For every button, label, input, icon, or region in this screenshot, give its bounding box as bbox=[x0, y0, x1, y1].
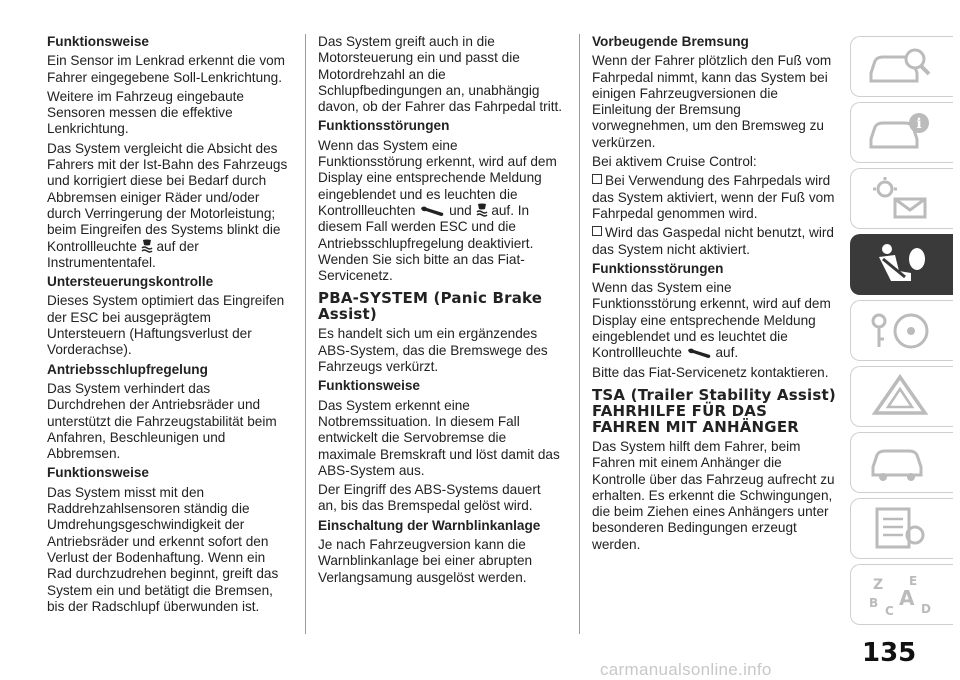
lights-message-icon bbox=[865, 175, 935, 221]
heading-antriebsschlupfregelung: Antriebsschlupfregelung bbox=[47, 361, 208, 377]
car-service-icon bbox=[865, 439, 935, 485]
paragraph: Es handelt sich um ein ergänzendes ABS-System, das die Bremswege des Fahrzeugs verkürzt. bbox=[318, 326, 548, 375]
tab-maintenance[interactable] bbox=[850, 432, 953, 493]
list-item bbox=[592, 225, 837, 258]
warning-triangle-icon bbox=[865, 373, 935, 419]
paragraph-text: Das System vergleicht die Absicht des Fahrers mit der Ist-Bahn des Fahrzeugs und korrigiert diese bei Bedarf durch Abbremsen einiger Räder und/oder durch Verringerung der Motorleistung; beim Eingreifen des Systems blinkt die Kontrollleuchte bbox=[47, 140, 288, 254]
column-divider bbox=[305, 34, 306, 634]
seat-airbag-icon bbox=[865, 241, 935, 287]
tab-car-info[interactable] bbox=[850, 102, 953, 163]
heading-funktionsstoerungen: Funktionsstörungen bbox=[318, 118, 450, 134]
footer-watermark: carmanualsonline.info bbox=[600, 660, 772, 679]
paragraph: Bei aktivem Cruise Control: bbox=[592, 154, 757, 170]
paragraph-text: Wenn das System eine Funktionsstörung erkennt, wird auf dem Display eine entsprechende Meldung eingeblendet und es leuchten die Kontrollleuchten bbox=[318, 137, 557, 218]
heading-pba-system: PBA-SYSTEM (Panic Brake Assist) bbox=[318, 289, 543, 324]
tab-technical-data[interactable] bbox=[850, 498, 953, 559]
svg-text:B: B bbox=[869, 596, 879, 610]
heading-tsa: TSA (Trailer Stability Assist) FAHRHILFE FÜR DAS FAHREN MIT ANHÄNGER bbox=[592, 385, 836, 436]
esc-warning-icon bbox=[141, 239, 153, 253]
heading-funktionsstoerungen: Funktionsstörungen bbox=[592, 260, 724, 276]
paragraph-text: auf. bbox=[715, 345, 739, 361]
tab-car-search[interactable] bbox=[850, 36, 953, 97]
svg-text:i: i bbox=[916, 116, 922, 132]
column-divider bbox=[579, 34, 580, 634]
paragraph-text: auf der Instrumententafel. bbox=[47, 238, 199, 270]
paragraph: Wenn der Fahrer plötzlich den Fuß vom Fahrpedal nimmt, kann das System bei einigen Fahrzeugversionen die Einleitung der Bremsung vorwegnehmen, um den Bremsweg zu verkürzen. bbox=[592, 53, 832, 150]
column-2 bbox=[318, 34, 563, 589]
paragraph: Das System greift auch in die Motorsteuerung ein und passt die Motordrehzahl an die Schlupfbedingungen an, unabhängig davon, ob der Fahrer das Fahrpedal tritt. bbox=[318, 34, 563, 115]
paragraph bbox=[318, 138, 563, 285]
column-3 bbox=[592, 34, 837, 556]
paragraph: Der Eingriff des ABS-Systems dauert an, bis das Bremspedal gelöst wird. bbox=[318, 482, 541, 514]
tab-safety[interactable] bbox=[850, 234, 953, 295]
svg-text:Z: Z bbox=[873, 577, 884, 593]
svg-text:C: C bbox=[885, 604, 894, 617]
paragraph-text: auf. In diesem Fall werden ESC und die Antriebsschlupfregelung deaktiviert. Wenden Sie sich bitte an das Fiat-Servicenetz. bbox=[318, 202, 534, 284]
esc-warning-icon bbox=[476, 203, 488, 217]
heading-funktionsweise: Funktionsweise bbox=[47, 34, 149, 49]
paragraph: Das System verhindert das Durchdrehen der Antriebsräder und unterstützt die Fahrzeugstabilität beim Anfahren, Beschleunigen und Abbremsen. bbox=[47, 380, 277, 462]
heading-warnblinkanlage: Einschaltung der Warnblinkanlage bbox=[318, 517, 541, 533]
paragraph: Bitte das Fiat-Servicenetz kontaktieren. bbox=[592, 364, 829, 380]
column-1 bbox=[47, 34, 292, 618]
tab-lights-message[interactable] bbox=[850, 168, 953, 229]
engine-wrench-icon bbox=[419, 205, 445, 217]
paragraph bbox=[47, 141, 292, 271]
alphabet-index-icon bbox=[865, 571, 935, 617]
tab-starting-driving[interactable] bbox=[850, 300, 953, 361]
car-search-icon bbox=[865, 43, 935, 89]
heading-untersteuerungskontrolle: Untersteuerungskontrolle bbox=[47, 274, 214, 290]
paragraph: Je nach Fahrzeugversion kann die Warnblinkanlage bei einer abrupten Verlangsamung ausgelöst werden. bbox=[318, 537, 533, 585]
key-wheel-icon bbox=[865, 307, 935, 353]
tab-index[interactable] bbox=[850, 564, 953, 625]
heading-funktionsweise: Funktionsweise bbox=[47, 465, 149, 481]
svg-text:D: D bbox=[921, 602, 931, 616]
square-bullet-icon bbox=[592, 174, 602, 184]
paragraph: Das System misst mit den Raddrehzahlsensoren ständig die Umdrehungsgeschwindigkeit der Antriebsräder und erkennt sofort den Verlust der Bodenhaftung. Wenn ein Rad durchzudrehen beginnt, greift das System ein und betätigt die Bremsen, bis der Radschlupf überwunden ist. bbox=[47, 484, 279, 614]
checklist-icon bbox=[865, 505, 935, 551]
paragraph: Das System hilft dem Fahrer, beim Fahren mit einem Anhänger die Kontrolle über das Fahrzeug aufrecht zu erhalten. Es erkennt die Schwingungen, die beim Ziehen eines Anhängers unter besonderen Bedingungen erzeugt werden. bbox=[592, 438, 835, 552]
paragraph: Ein Sensor im Lenkrad erkennt die vom Fahrer eingegebene Soll-Lenkrichtung. bbox=[47, 53, 286, 85]
paragraph: Das System erkennt eine Notbremssituation. In diesem Fall entwickelt die Servobremse die maximale Bremskraft und löst damit das ABS-System aus. bbox=[318, 397, 560, 478]
paragraph: Dieses System optimiert das Eingreifen der ESC bei ausgeprägtem Untersteuern (Haftungsverlust der Vorderachse). bbox=[47, 293, 285, 358]
engine-wrench-icon bbox=[686, 347, 712, 359]
paragraph bbox=[592, 280, 837, 361]
car-info-icon bbox=[865, 109, 935, 155]
tab-emergency[interactable] bbox=[850, 366, 953, 427]
heading-vorbeugende-bremsung: Vorbeugende Bremsung bbox=[592, 34, 749, 49]
heading-funktionsweise: Funktionsweise bbox=[318, 378, 420, 394]
paragraph: Weitere im Fahrzeug eingebaute Sensoren messen die effektive Lenkrichtung. bbox=[47, 88, 244, 137]
list-item-text: Wird das Gaspedal nicht benutzt, wird das System nicht aktiviert. bbox=[592, 225, 834, 257]
page-number: 135 bbox=[862, 638, 917, 668]
list-item bbox=[592, 173, 837, 222]
svg-text:E: E bbox=[909, 574, 918, 588]
chapter-tab-rail bbox=[850, 36, 960, 630]
paragraph-text: und bbox=[449, 202, 472, 218]
svg-text:A: A bbox=[899, 586, 915, 610]
paragraph-text: Wenn das System eine Funktionsstörung erkennt, wird auf dem Display eine entsprechende Meldung eingeblendet und es leuchtet die Kontrollleuchte bbox=[592, 280, 831, 361]
list-item-text: Bei Verwendung des Fahrpedals wird das System aktiviert, wenn der Fuß vom Fahrpedal genommen wird. bbox=[592, 173, 835, 221]
square-bullet-icon bbox=[592, 226, 602, 236]
